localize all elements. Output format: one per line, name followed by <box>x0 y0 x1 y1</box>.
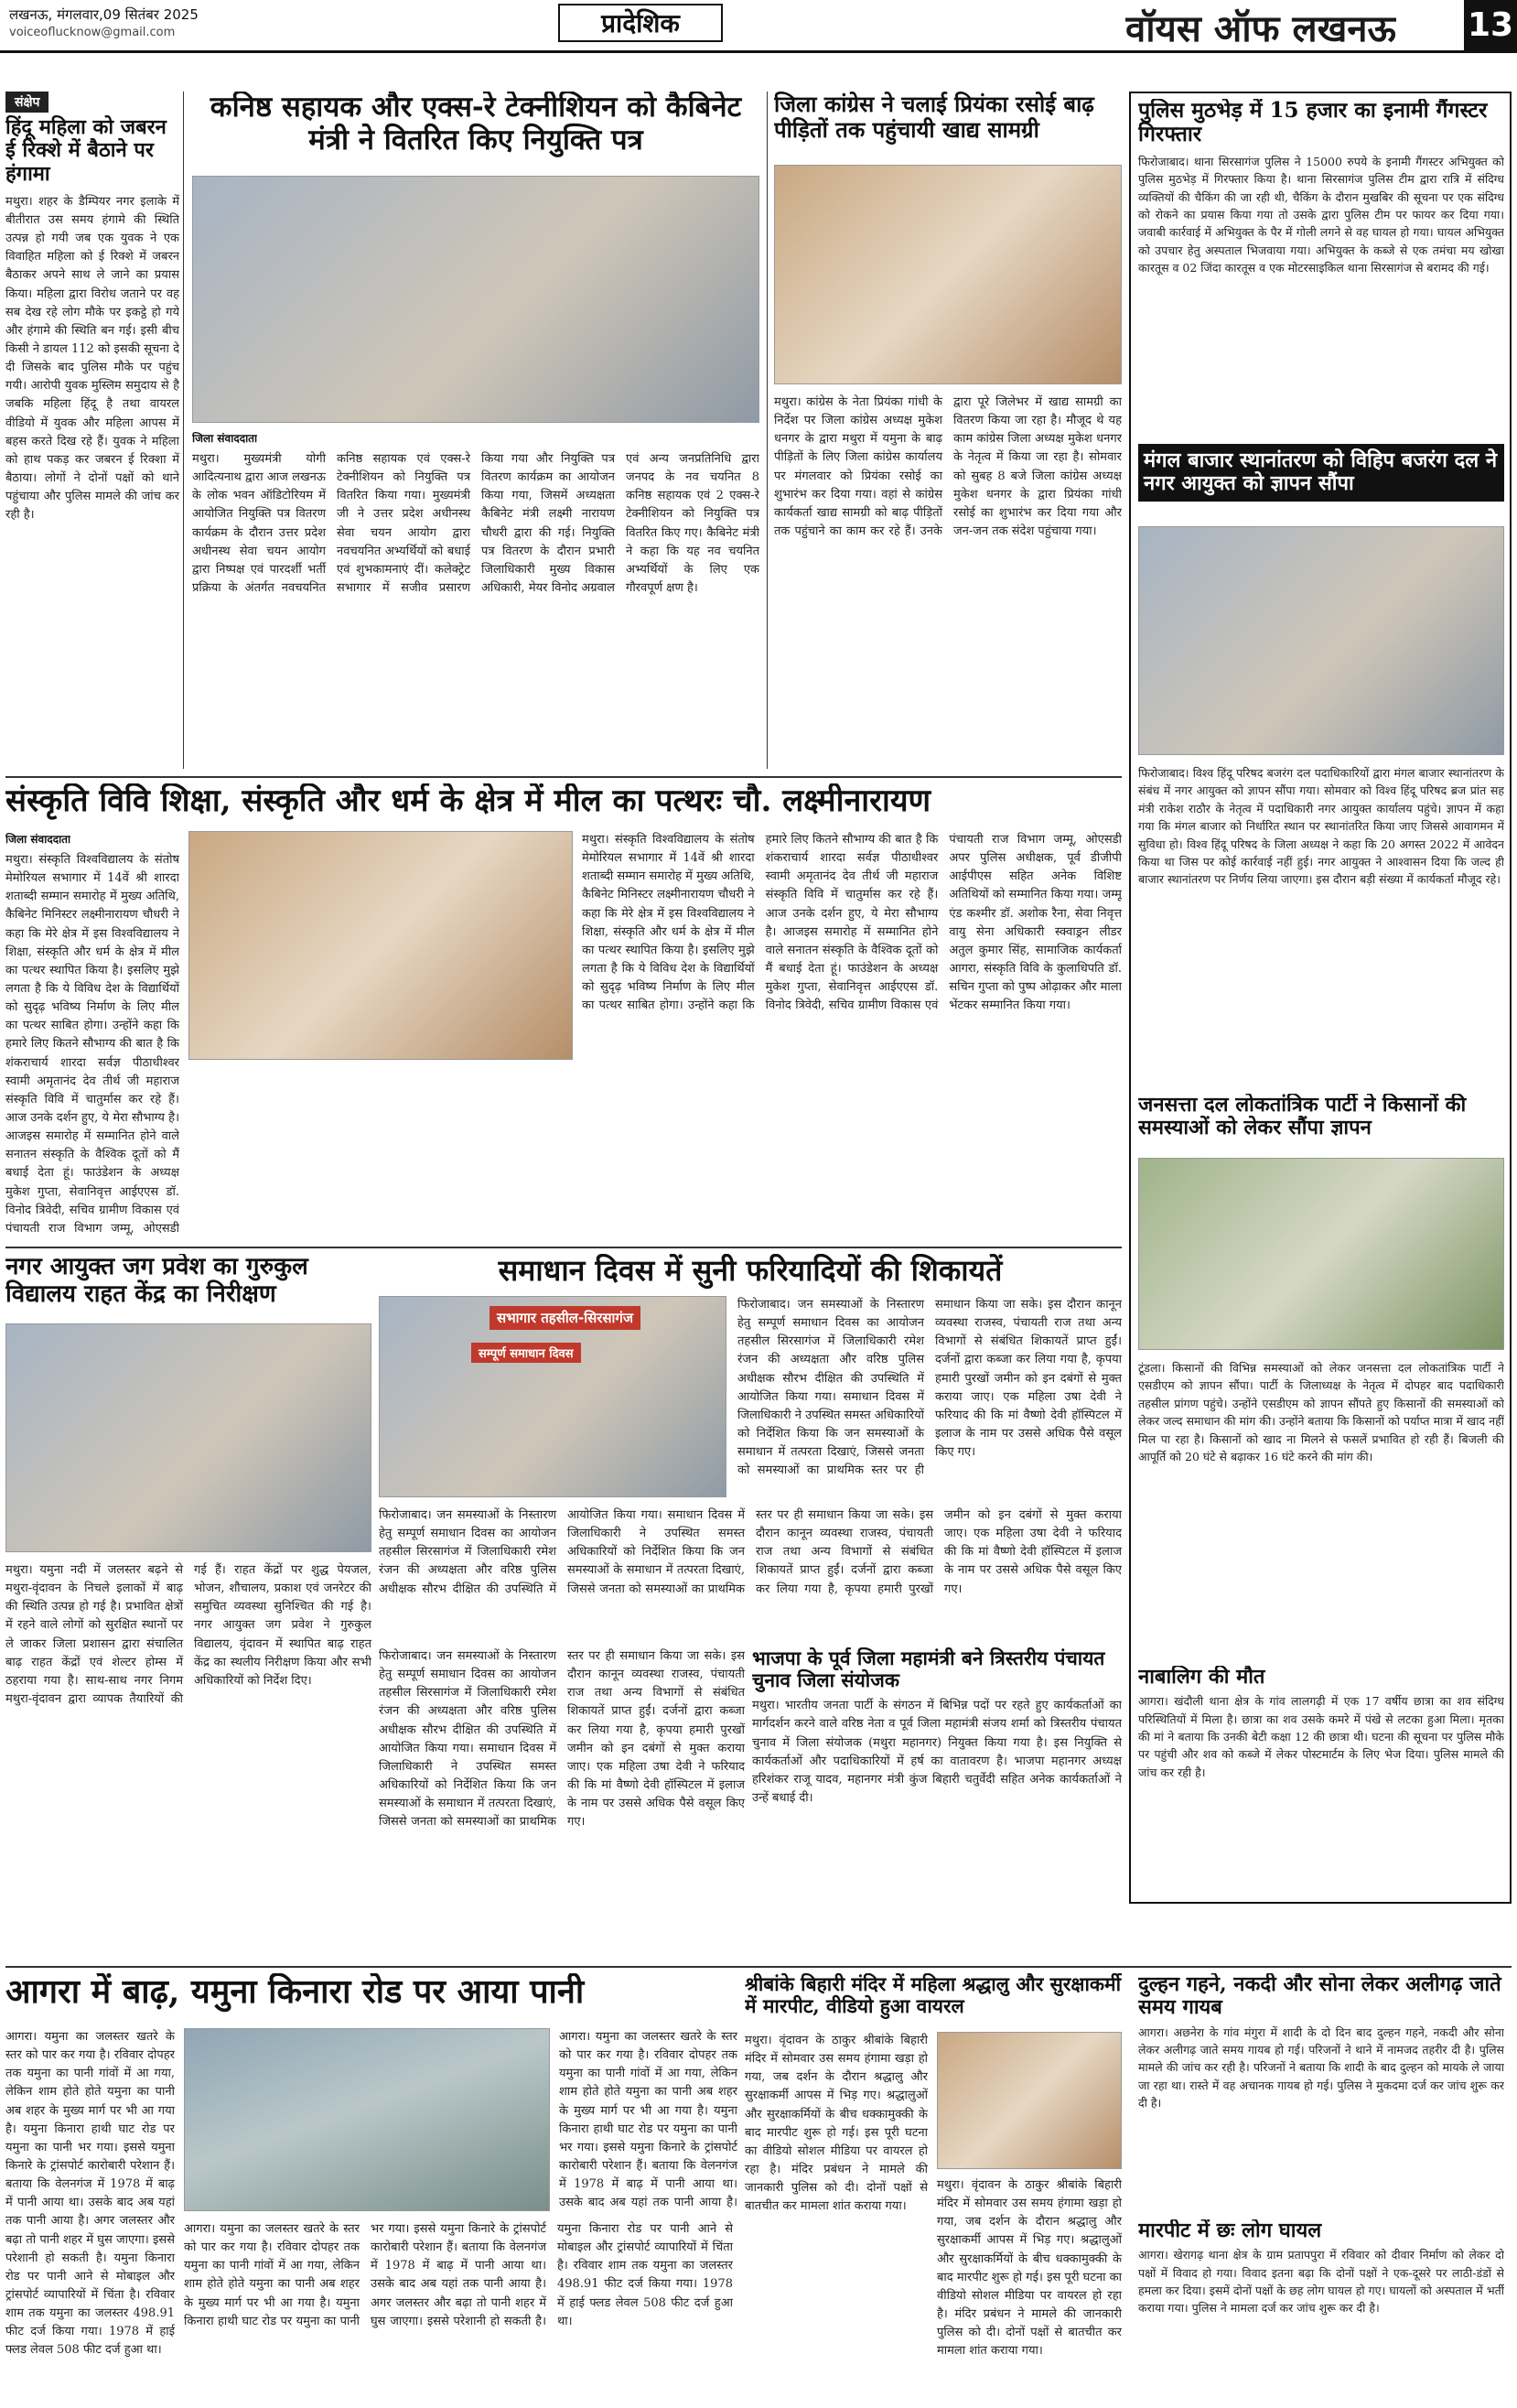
story1-body: मथुरा। मुख्यमंत्री योगी आदित्यनाथ द्वारा आज लखनऊ के लोक भवन ऑडिटोरियम में आयोजित नियुक्ति पत्र वितरण कार्यक्रम के दौरान उत्तर प्रदेश अधीनस्थ सेवा चयन आयोग द्वारा निष्पक्ष एवं पारदर्शी भर्ती प्रक्रिया के अंतर्गत नवचयनित कनिष्ठ सहायक एवं एक्स-रे टेक्नीशियन को नियुक्ति पत्र वितरित किया गया। मुख्यमंत्री जी ने उत्तर प्रदेश अधीनस्थ सेवा चयन आयोग द्वारा नवचयनित अभ्यर्थियों को बधाई एवं शुभकामनाएं दीं। कलेक्ट्रेट सभागार में सजीव प्रसारण किया गया और नियुक्ति पत्र वितरण कार्यक्रम का आयोजन किया गया, जिसमें अध्यक्षता कैबिनेट मंत्री लक्ष्मी नारायण चौधरी द्वारा की गई। नियुक्ति पत्र वितरण के दौरान प्रभारी जिलाधिकारी मुख्य विकास अधिकारी, मेयर विनोद अग्रवाल एवं अन्य जनप्रतिनिधि द्वारा जनपद के नव चयनित 8 कनिष्ठ सहायक एवं 2 एक्स-रे टेक्नीशियन को नियुक्ति पत्र वितरित किए गए। कैबिनेट मंत्री ने कहा कि यह नव चयनित अभ्यर्थियों के लिए एक गौरवपूर्ण क्षण है। <box>192 452 759 595</box>
photo-award-ceremony <box>188 831 573 1060</box>
divider <box>5 1966 1512 1968</box>
story12-headline: श्रीबांके बिहारी मंदिर में महिला श्रद्धालु और सुरक्षाकर्मी में मारपीट, वीडियो हुआ वायरल <box>745 1973 1122 2018</box>
story14-headline: मारपीट में छः लोग घायल <box>1138 2219 1322 2242</box>
story5-headline: संस्कृति विवि शिक्षा, संस्कृति और धर्म के क्षेत्र में मील का पत्थरः चौ. लक्ष्मीनारायण <box>5 783 931 819</box>
story7-body-continued: फिरोजाबाद। जन समस्याओं के निस्तारण हेतु सम्पूर्ण समाधान दिवस का आयोजन तहसील सिरसागंज में जिलाधिकारी रमेश रंजन की अध्यक्षता और वरिष्ठ पुलिस अधीक्षक सौरभ दीक्षित की उपस्थिति में आयोजित किया गया। समाधान दिवस में जिलाधिकारी ने उपस्थित समस्त अधिकारियों को निर्देशित किया कि जन समस्याओं के समाधान में तत्परता दिखाएं, जिससे जनता को समस्याओं का प्राथमिक स्तर पर ही समाधान किया जा सके। इस दौरान कानून व्यवस्था राजस्व, पंचायती राज तथा अन्य विभागों से संबंधित शिकायतें प्राप्त हुईं। दर्जनों द्वारा कब्जा कर लिया गया है, कृपया हमारी पुरखों जमीन को इन दबंगों से मुक्त कराया जाए। एक महिला उषा देवी ने फरियाद की कि मां वैष्णो देवी हॉस्पिटल में इलाज के नाम पर उससे अधिक पैसे वसूल किए गए। <box>737 1298 1122 1478</box>
story2-headline: जिला कांग्रेस ने चलाई प्रियंका रसोई बाढ़ पीड़ितों तक पहुंचायी खाद्य सामग्री <box>774 92 1094 143</box>
story-agra-flood <box>5 1973 737 2403</box>
story7-body-extra: फिरोजाबाद। जन समस्याओं के निस्तारण हेतु सम्पूर्ण समाधान दिवस का आयोजन तहसील सिरसागंज में जिलाधिकारी रमेश रंजन की अध्यक्षता और वरिष्ठ पुलिस अधीक्षक सौरभ दीक्षित की उपस्थिति में आयोजित किया गया। समाधान दिवस में जिलाधिकारी ने उपस्थित समस्त अधिकारियों को निर्देशित किया कि जन समस्याओं के समाधान में तत्परता दिखाएं, जिससे जनता को समस्याओं का प्राथमिक स्तर पर ही समाधान किया जा सके। इस दौरान कानून व्यवस्था राजस्व, पंचायती राज तथा अन्य विभागों से संबंधित शिकायतें प्राप्त हुईं। दर्जनों द्वारा कब्जा कर लिया गया है, कृपया हमारी पुरखों जमीन को इन दबंगों से मुक्त कराया जाए। एक महिला उषा देवी ने फरियाद की कि मां वैष्णो देवी हॉस्पिटल में इलाज के नाम पर उससे अधिक पैसे वसूल किए गए। <box>379 1649 745 1830</box>
story7-body: फिरोजाबाद। जन समस्याओं के निस्तारण हेतु सम्पूर्ण समाधान दिवस का आयोजन तहसील सिरसागंज में जिलाधिकारी रमेश रंजन की अध्यक्षता और वरिष्ठ पुलिस अधीक्षक सौरभ दीक्षित की उपस्थिति में आयोजित किया गया। समाधान दिवस में जिलाधिकारी ने उपस्थित समस्त अधिकारियों को निर्देशित किया कि जन समस्याओं के समाधान में तत्परता दिखाएं, जिससे जनता को समस्याओं का प्राथमिक स्तर पर ही समाधान किया जा सके। इस दौरान कानून व्यवस्था राजस्व, पंचायती राज तथा अन्य विभागों से संबंधित शिकायतें प्राप्त हुईं। दर्जनों द्वारा कब्जा कर लिया गया है, कृपया हमारी पुरखों जमीन को इन दबंगों से मुक्त कराया जाए। एक महिला उषा देवी ने फरियाद की कि मां वैष्णो देवी हॉस्पिटल में इलाज के नाम पर उससे अधिक पैसे वसूल किए गए। <box>379 1508 1122 1596</box>
story-mangal-bazar <box>1138 444 1504 1075</box>
story8-body: टूंडला। किसानों की विभिन्न समस्याओं को लेकर जनसत्ता दल लोकतांत्रिक पार्टी ने एसडीएम को ज्ञापन सौंपा। पार्टी के जिलाध्यक्ष के नेतृत्व में दोपहर बाद पदाधिकारी तहसील प्रांगण पहुंचे। उन्होंने एसडीएम को ज्ञापन सौंपते हुए किसानों की समस्याओं को लेकर जल्द समाधान की मांग की। उन्होंने बताया कि किसानों को पर्याप्त मात्रा में खाद नहीं मिल पा रहा है। किसानों को खाद ना मिलने से फसलें प्रभावित हो रही हैं। बिजली की आपूर्ति को 20 घंटे से बढ़ाकर 16 घंटे करने की मांग की। <box>1138 1361 1504 1463</box>
story1-headline: कनिष्ठ सहायक और एक्स-रे टेक्नीशियन को कैबिनेट मंत्री ने वितरित किए नियुक्ति पत्र <box>210 92 742 157</box>
story13-headline: दुल्हन गहने, नकदी और सोना लेकर अलीगढ़ जाते समय गायब <box>1138 1973 1501 2020</box>
story3-body: फिरोजाबाद। थाना सिरसागंज पुलिस ने 15000 रुपये के इनामी गैंगस्टर अभियुक्त को पुलिस मुठभेड़ में गिरफ्तार किया है। थाना सिरसागंज पुलिस टीम द्वारा रात्रि में संदिग्ध व्यक्तियों की चैकिंग की जा रही थी, चैकिंग के दौरान मुखबिर की सूचना पर एक संदिग्ध को रोकने का प्रयास किया गया तो उसके द्वारा पुलिस टीम पर फायर कर दिया गया। जवाबी कार्रवाई में अभियुक्त के पैर में गोली लगने से वह घायल हो गया। घायल अभियुक्त को उपचार हेतु अस्पताल भिजवाया गया। अभियुक्त के कब्जे से एक तमंचा मय खोखा कारतूस व 02 जिंदा कारतूस व एक मोटरसाइकिल थाना सिरसागंज से बरामद की गई। <box>1138 154 1504 275</box>
story1-byline: जिला संवाददाता <box>192 432 258 445</box>
story10-body: मथुरा। भारतीय जनता पार्टी के संगठन में बिभिन्न पदों पर रहते हुए कार्यकर्ताओं का मार्गदर्शन करने वाले वरिष्ठ नेता व पूर्व जिला महामंत्री संजय शर्मा को त्रिस्तरीय पंचायत चुनाव में जिला संयोजक (मथुरा महानगर) नियुक्त किया गया है। इस नियुक्ति से कार्यकर्ताओं और पदाधिकारियों में हर्ष का वातावरण है। भाजपा महानगर अध्यक्ष हरिशंकर राजू यादव, महानगर मंत्री कुंज बिहारी चतुर्वेदी सहित अनेक कार्यकर्ताओं ने उन्हें बधाई दी। <box>752 1699 1122 1805</box>
story8-headline: जनसत्ता दल लोकतांत्रिक पार्टी ने किसानों की समस्याओं को लेकर सौंपा ज्ञापन <box>1138 1094 1467 1140</box>
story4-body: फिरोजाबाद। विश्व हिंदू परिषद बजरंग दल पदाधिकारियों द्वारा मंगल बाजार स्थानांतरण के संबंध में नगर आयुक्त को ज्ञापन सौंपा गया। सोमवार को विश्व हिंदू परिषद ब्रज प्रांत सह मंत्री राकेश राठौर के नेतृत्व में पदाधिकारी नगर आयुक्त कार्यालय पहुंचे। ज्ञापन में कहा गया कि मंगल बाजार को निर्धारित स्थान पर स्थानांतरित किया जाए जिससे आवागमन में सुविधा हो। विश्व हिंदू परिषद के जिला अध्यक्ष ने कहा कि 20 अगस्त 2022 में आवेदन किया था जिस पर कोई कार्रवाई नहीं हुई। नगर आयुक्त ने आश्वासन दिया कि जल्द ही बाजार स्थानांतरण पर निर्णय लिया जाएगा। इस दौरान बड़ी संख्या में कार्यकर्ता मौजूद रहे। <box>1138 766 1504 887</box>
story-samadhan-diwas <box>379 1254 1122 1647</box>
story4-headline: मंगल बाजार स्थानांतरण को विहिप बजरंग दल ने नगर आयुक्त को ज्ञापन सौंपा <box>1138 444 1504 502</box>
story-bjp-appointment <box>752 1647 1122 1885</box>
masthead <box>0 0 1517 53</box>
divider <box>183 92 184 769</box>
photo-temple-crowd <box>937 2032 1122 2169</box>
story5-body: मथुरा। संस्कृति विश्वविद्यालय के संतोष मेमोरियल सभागार में 14वें श्री शारदा शताब्दी सम्मान समारोह में मुख्य अतिथि, कैबिनेट मिनिस्टर लक्ष्मीनारायण चौधरी ने कहा कि मेरे क्षेत्र में इस विश्वविद्यालय ने शिक्षा, संस्कृति और धर्म के क्षेत्र में मील का पत्थर स्थापित किया है। इसलिए मुझे लगता है कि ये विविध देश के विद्यार्थियों को सुदृढ़ भविष्य निर्माण के लिए मील का पत्थर साबित होगा। उन्होंने कहा कि हमारे लिए कितने सौभाग्य की बात है कि शंकराचार्य शारदा सर्वज्ञ पीठाधीश्वर स्वामी अमृतानंद देव तीर्थ जी महाराज संस्कृति विवि में चातुर्मास कर रहे हैं। आज उनके दर्शन हुए, ये मेरा सौभाग्य है। आजइस समारोह में सम्मानित होने वाले सनातन संस्कृति के वैश्विक दूतों को मैं बधाई देता हूं। फाउंडेशन के अध्यक्ष मुकेश गुप्ता, सेवानिवृत्त आईएएस डॉ. विनोद त्रिवेदी, सचिव ग्रामीण विकास एवं पंचायती राज विभाग जम्मू, ओएसडी <box>5 853 179 1236</box>
photo-memorandum <box>1138 526 1504 755</box>
photo-food-distribution <box>774 165 1122 384</box>
story5-body-continued: मथुरा। संस्कृति विश्वविद्यालय के संतोष मेमोरियल सभागार में 14वें श्री शारदा शताब्दी सम्मान समारोह में मुख्य अतिथि, कैबिनेट मिनिस्टर लक्ष्मीनारायण चौधरी ने कहा कि मेरे क्षेत्र में इस विश्वविद्यालय ने शिक्षा, संस्कृति और धर्म के क्षेत्र में मील का पत्थर स्थापित किया है। इसलिए मुझे लगता है कि ये विविध देश के विद्यार्थियों को सुदृढ़ भविष्य निर्माण के लिए मील का पत्थर साबित होगा। उन्होंने कहा कि हमारे लिए कितने सौभाग्य की बात है कि शंकराचार्य शारदा सर्वज्ञ पीठाधीश्वर स्वामी अमृतानंद देव तीर्थ जी महाराज संस्कृति विवि में चातुर्मास कर रहे हैं। आज उनके दर्शन हुए, ये मेरा सौभाग्य है। आजइस समारोह में सम्मानित होने वाले सनातन संस्कृति के वैश्विक दूतों को मैं बधाई देता हूं। फाउंडेशन के अध्यक्ष मुकेश गुप्ता, सेवानिवृत्त आईएएस डॉ. विनोद त्रिवेदी, सचिव ग्रामीण विकास एवं पंचायती राज विभाग जम्मू, ओएसडी अपर पुलिस अधीक्षक, पूर्व डीजीपी आईपीएस सहित अनेक विशिष्ट अतिथियों को सम्मानित किया गया। जम्मू एंड कश्मीर डॉ. अशोक रैना, सेवा निवृत्त वायु सेना अधिकारी स्क्वाड्रन लीडर अतुल कुमार सिंह, सामाजिक कार्यकर्ता आगरा, संस्कृति विवि के कुलाधिपति डॉ. सचिन गुप्ता को पुष्प ओढ़ाकर और माला भेंटकर सम्मानित किया गया। <box>582 833 1122 1013</box>
story-bride-missing <box>1138 1973 1504 2211</box>
story2-body: मथुरा। कांग्रेस के नेता प्रियंका गांधी के निर्देश पर जिला कांग्रेस अध्यक्ष मुकेश धनगर के द्वारा मथुरा में यमुना के बाढ़ पीड़ितों के लिए जिला कांग्रेस कार्यालय पर मंगलवार को प्रियंका रसोई का शुभारंभ कर दिया गया। वहां से कांग्रेस कार्यकर्ता खाद्य सामग्री को बाढ़ पीड़ितों तक पहुंचाने का काम कर रहे हैं। उनके द्वारा पूरे जिलेभर में खाद्य सामग्री का वितरण किया जा रहा है। मौजूद थे यह काम कांग्रेस जिला अध्यक्ष मुकेश धनगर के नेतृत्व में किया जा रहा है। सोमवार को सुबह 8 बजे जिला कांग्रेस अध्यक्ष मुकेश धनगर के द्वारा प्रियंका गांधी रसोई का शुभारंभ कर दिया गया और जन-जन तक संदेश पहुंचाया गया। <box>774 395 1122 538</box>
photo-ceremony <box>192 176 759 423</box>
story-priyanka-rasoi <box>774 92 1122 769</box>
banner-samadhan: सम्पूर्ण समाधान दिवस <box>471 1343 581 1363</box>
sidebar-body: मथुरा। शहर के डैम्पियर नगर इलाके में बीतीरात उस समय हंगामे की स्थिति उत्पन्न हो गयी जब एक युवक ने एक विवाहित महिला को ई रिक्शे में जबरन बैठाकर अपने साथ ले जाने का प्रयास किया। महिला द्वारा विरोध जताने पर वह सब देख रहे लोग मौके पर इकट्ठे हो गये और हंगामे की स्थिति बन गई। इसी बीच किसी ने डायल 112 को इसकी सूचना दे दी जिसके बाद पुलिस मौके पर पहुंच गयी। आरोपी युवक मुस्लिम समुदाय से है जबकि महिला हिंदू है तथा वायरल वीडियो में युवक और महिला आपस में बहस करते दिख रहे हैं। युवक ने महिला को हाथ पकड़ कर जबरन ई रिक्शा में बैठाया। लोगों ने दोनों पक्षों को थाने पहुंचाया और पुलिस मामले की जांच कर रही है। <box>5 194 179 523</box>
story9-body: आगरा। खंदौली थाना क्षेत्र के गांव लालगढ़ी में एक 17 वर्षीय छात्रा का शव संदिग्ध परिस्थितियों में मिला है। छात्रा का शव उसके कमरे में पंखे से लटका हुआ मिला। मृतका की मां ने बताया कि उनकी बेटी कक्षा 12 की छात्रा थी। घटना की सूचना पर पुलिस मौके पर पहुंची और शव को कब्जे में लेकर पोस्टमार्टम के लिए भेज दिया। पुलिस मामले की जांच कर रही है। <box>1138 1694 1504 1779</box>
story-banke-bihari <box>745 1973 1122 2403</box>
story6-headline: नगर आयुक्त जग प्रवेश का गुरुकुल विद्यालय राहत केंद्र का निरीक्षण <box>5 1254 308 1308</box>
story-encounter <box>1138 99 1504 437</box>
sidebar-brief <box>5 92 179 769</box>
divider <box>5 1247 1122 1248</box>
date-line: लखनऊ, मंगलवार,09 सितंबर 2025 <box>9 6 199 23</box>
story11-body: आगरा। यमुना का जलस्तर खतरे के स्तर को पार कर गया है। रविवार दोपहर तक यमुना का पानी गांवों में आ गया, लेकिन शाम होते होते यमुना का पानी अब शहर के मुख्य मार्ग पर भी आ गया है। यमुना किनारा हाथी घाट रोड पर यमुना का पानी भर गया। इससे यमुना किनारे के ट्रांसपोर्ट कारोबारी परेशान हैं। बताया कि वेलनगंज में 1978 में बाढ़ में पानी आया था। उसके बाद अब यहां तक पानी आया है। अगर जलस्तर और बढ़ा तो पानी शहर में घुस जाएगा। इससे परेशानी हो सकती है। यमुना किनारा रोड पर पानी आने से मोबाइल और ट्रांसपोर्ट व्यापारियों में चिंता है। रविवार शाम तक यमुना का जलस्तर 498.91 फीट दर्ज किया गया। 1978 में हाई फ्लड लेवल 508 फीट दर्ज हुआ था। <box>5 2030 175 2358</box>
story6-body: मथुरा। यमुना नदी में जलस्तर बढ़ने से मथुरा-वृंदावन के निचले इलाकों में बाढ़ की स्थिति उत्पन्न हो गई है। प्रभावित क्षेत्रों में रहने वाले लोगों को सुरक्षित स्थानों पर ले जाकर जिला प्रशासन द्वारा संचालित बाढ़ राहत केंद्रों एवं शेल्टर होम्स में ठहराया गया है। साथ-साथ नगर निगम मथुरा-वृंदावन द्वारा व्यापक तैयारियों की गई हैं। राहत केंद्रों पर शुद्ध पेयजल, भोजन, शौचालय, प्रकाश एवं जनरेटर की समुचित व्यवस्था सुनिश्चित की गई है। नगर आयुक्त जग प्रवेश ने गुरुकुल विद्यालय, वृंदावन में स्थापित बाढ़ राहत केंद्र का स्थलीय निरीक्षण किया और सभी अधिकारियों को निर्देश दिए। <box>5 1563 371 1706</box>
story3-headline: पुलिस मुठभेड़ में 15 हजार का इनामी गैंगस्टर गिरफ्तार <box>1138 99 1488 147</box>
story-assault <box>1138 2219 1504 2403</box>
story12-body: मथुरा। वृंदावन के ठाकुर श्रीबांके बिहारी मंदिर में सोमवार उस समय हंगामा खड़ा हो गया, जब दर्शन के दौरान श्रद्धालु और सुरक्षाकर्मी आपस में भिड़ गए। श्रद्धालुओं और सुरक्षाकर्मियों के बीच धक्कामुक्की के बाद मारपीट शुरू हो गई। इस पूरी घटना का वीडियो सोशल मीडिया पर वायरल हो रहा है। मंदिर प्रबंधन ने मामले की जानकारी पुलिस को दी। दोनों पक्षों से बातचीत कर मामला शांत कराया गया। <box>745 2034 928 2214</box>
divider <box>767 92 768 769</box>
story9-headline: नाबालिग की मौत <box>1138 1666 1265 1689</box>
brand-logo: वॉयस ऑफ लखनऊ <box>1125 7 1396 50</box>
email: voiceoflucknow@gmail.com <box>9 26 176 39</box>
photo-flood-road <box>184 2028 550 2211</box>
photo-relief-camp <box>5 1323 371 1552</box>
story11-headline: आगरा में बाढ़, यमुना किनारा रोड पर आया पानी <box>5 1973 585 2011</box>
story12-body-continued: मथुरा। वृंदावन के ठाकुर श्रीबांके बिहारी मंदिर में सोमवार उस समय हंगामा खड़ा हो गया, जब दर्शन के दौरान श्रद्धालु और सुरक्षाकर्मी आपस में भिड़ गए। श्रद्धालुओं और सुरक्षाकर्मियों के बीच धक्कामुक्की के बाद मारपीट शुरू हो गई। इस पूरी घटना का वीडियो सोशल मीडिया पर वायरल हो रहा है। मंदिर प्रबंधन ने मामले की जानकारी पुलिस को दी। दोनों पक्षों से बातचीत कर मामला शांत कराया गया। <box>937 2178 1122 2359</box>
story10-headline: भाजपा के पूर्व जिला महामंत्री बने त्रिस्तरीय पंचायत चुनाव जिला संयोजक <box>752 1647 1105 1692</box>
photo-tehsil-hall <box>379 1296 726 1497</box>
story14-body: आगरा। खेरागढ़ थाना क्षेत्र के ग्राम प्रतापपुरा में रविवार को दीवार निर्माण को लेकर दो पक्षों में विवाद हो गया। विवाद इतना बढ़ा कि दोनों पक्षों ने एक-दूसरे पर लाठी-डंडों से हमला कर दिया। इसमें दोनों पक्षों के छह लोग घायल हो गए। घायलों को अस्पताल में भर्ती कराया गया। पुलिस ने मामला दर्ज कर जांच शुरू कर दी है। <box>1138 2248 1504 2316</box>
sidebar-headline: हिंदू महिला को जबरन ई रिक्शे में बैठाने पर हंगामा <box>5 115 167 186</box>
story7-headline: समाधान दिवस में सुनी फरियादियों की शिकायतें <box>498 1254 1003 1288</box>
sidebar-label: संक्षेप <box>5 92 48 113</box>
story-minor-death <box>1138 1666 1504 1895</box>
story-sanskriti-university <box>5 783 1122 1241</box>
story-appointment-letters <box>192 92 759 769</box>
section-label: प्रादेशिक <box>558 4 723 42</box>
sign-tehsil: सभागार तहसील-सिरसागंज <box>490 1306 640 1330</box>
story-jansatta-party <box>1138 1094 1504 1661</box>
story5-byline: जिला संवाददाता <box>5 833 71 846</box>
page-number: 13 <box>1464 0 1517 50</box>
story11-body-continued: आगरा। यमुना का जलस्तर खतरे के स्तर को पार कर गया है। रविवार दोपहर तक यमुना का पानी गांवों में आ गया, लेकिन शाम होते होते यमुना का पानी अब शहर के मुख्य मार्ग पर भी आ गया है। यमुना किनारा हाथी घाट रोड पर यमुना का पानी भर गया। इससे यमुना किनारे के ट्रांसपोर्ट कारोबारी परेशान हैं। बताया कि वेलनगंज में 1978 में बाढ़ में पानी आया था। उसके बाद अब यहां तक पानी आया है। अगर जलस्तर और बढ़ा तो पानी शहर में घुस जाएगा। इससे परेशानी हो सकती है। यमुना किनारा रोड पर पानी आने से मोबाइल और ट्रांसपोर्ट व्यापारियों में चिंता है। रविवार शाम तक यमुना का जलस्तर 498.91 फीट दर्ज किया गया। 1978 में हाई फ्लड लेवल 508 फीट दर्ज हुआ था। <box>184 2222 733 2328</box>
story-gurukul-inspection <box>5 1254 371 1959</box>
photo-farmers <box>1138 1158 1504 1350</box>
story13-body: आगरा। अछनेरा के गांव मंगुरा में शादी के दो दिन बाद दुल्हन गहने, नकदी और सोना लेकर अलीगढ़ जाते समय गायब हो गई। परिजनों ने थाने में नामजद तहरीर दी है। पुलिस मामले की जांच कर रही है। परिजनों ने बताया कि शादी के बाद दुल्हन को मायके ले जाया जा रहा था। रास्ते में वह अचानक गायब हो गई। पुलिस ने मुकदमा दर्ज कर जांच शुरू कर दी है। <box>1138 2025 1504 2111</box>
story11-body-side: आगरा। यमुना का जलस्तर खतरे के स्तर को पार कर गया है। रविवार दोपहर तक यमुना का पानी गांवों में आ गया, लेकिन शाम होते होते यमुना का पानी अब शहर के मुख्य मार्ग पर भी आ गया है। यमुना किनारा हाथी घाट रोड पर यमुना का पानी भर गया। इससे यमुना किनारे के ट्रांसपोर्ट कारोबारी परेशान हैं। बताया कि वेलनगंज में 1978 में बाढ़ में पानी आया था। उसके बाद अब यहां तक पानी आया है। <box>559 2030 737 2210</box>
divider <box>5 776 1122 778</box>
